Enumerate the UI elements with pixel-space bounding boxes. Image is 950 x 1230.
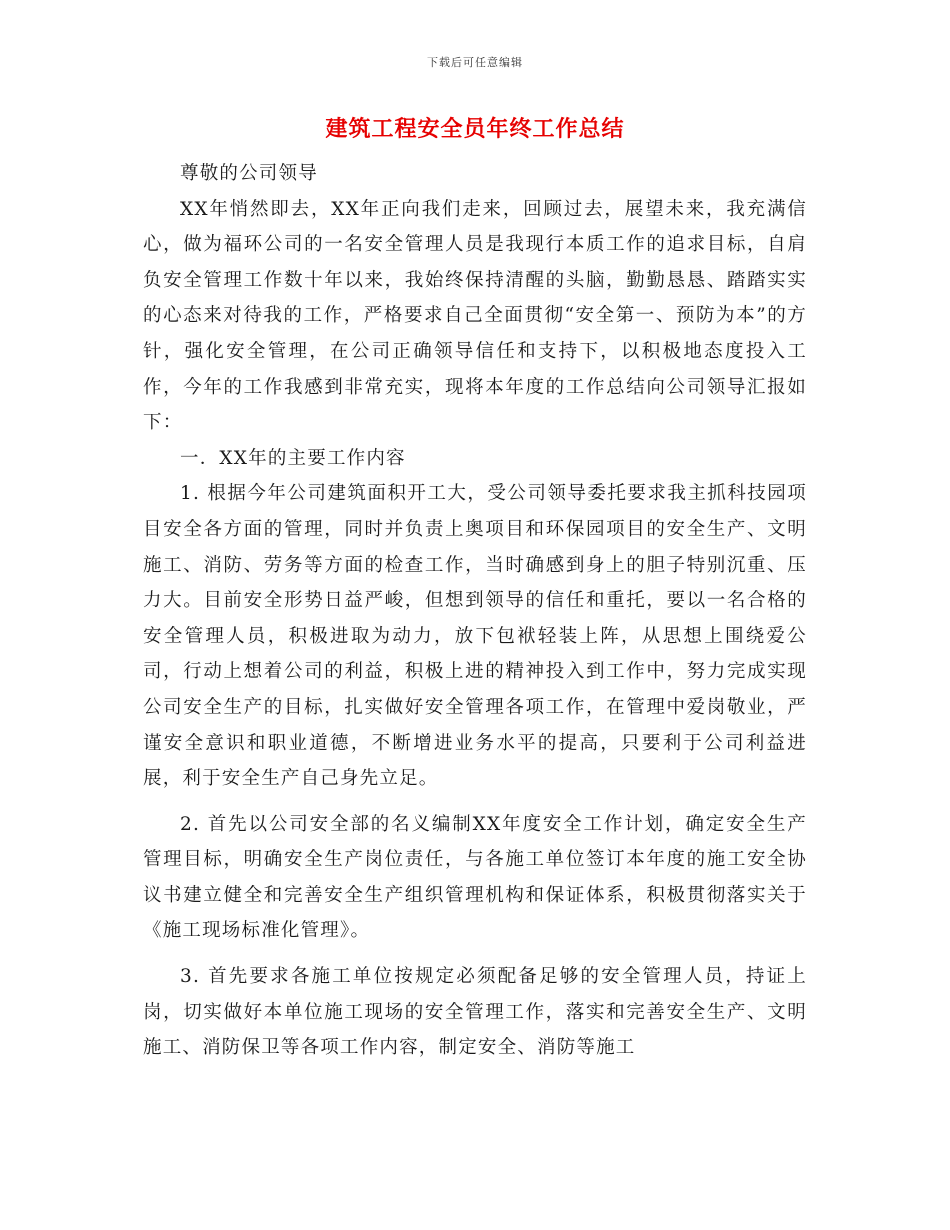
item-2-paragraph: 2. 首先以公司安全部的名义编制XX年度安全工作计划，确定安全生产管理目标，明确安全生产岗位责任，与各施工单位签订本年度的施工安全协议书建立健全和完善安全生产组织管理机构和保证体系，积极贯彻落实关于《施工现场标准化管理》。 [143,813,807,942]
salutation-paragraph: 尊敬的公司领导 [180,163,318,184]
document-body [143,156,807,1066]
item-3-paragraph: 3. 首先要求各施工单位按规定必须配备足够的安全管理人员，持证上岗，切实做好本单位施工现场的安全管理工作，落实和完善安全生产、文明施工、消防保卫等各项工作内容，制定安全、消防等施工 [143,966,807,1059]
intro-paragraph: XX年悄然即去，XX年正向我们走来，回顾过去，展望未来，我充满信心，做为福环公司的一名安全管理人员是我现行本质工作的追求目标，自肩负安全管理工作数十年以来，我始终保持清醒的头脑，勤勤恳恳、踏踏实实的心态来对待我的工作，严格要求自己全面贯彻“安全第一、预防为本”的方针，强化安全管理，在公司正确领导信任和支持下，以积极地态度投入工作，今年的工作我感到非常充实，现将本年度的工作总结向公司领导汇报如下： [143,198,807,434]
item-1-paragraph: 1. 根据今年公司建筑面积开工大，受公司领导委托要求我主抓科技园项目安全各方面的管理，同时并负责上奥项目和环保园项目的安全生产、文明施工、消防、劳务等方面的检查工作，当时确感到身上的胆子特别沉重、压力大。目前安全形势日益严峻，但想到领导的信任和重托，要以一名合格的安全管理人员，积极进取为动力，放下包袱轻装上阵，从思想上围绕爱公司，行动上想着公司的利益，积极上进的精神投入到工作中，努力完成实现公司安全生产的目标，扎实做好安全管理各项工作，在管理中爱岗敬业，严谨安全意识和职业道德，不断增进业务水平的提高，只要利于公司利益进展，利于安全生产自己身先立足。 [143,483,807,790]
section-heading: 一．XX年的主要工作内容 [180,447,406,469]
document-title: 建筑工程安全员年终工作总结 [325,117,625,142]
page-header-note: 下载后可任意编辑 [427,56,523,69]
